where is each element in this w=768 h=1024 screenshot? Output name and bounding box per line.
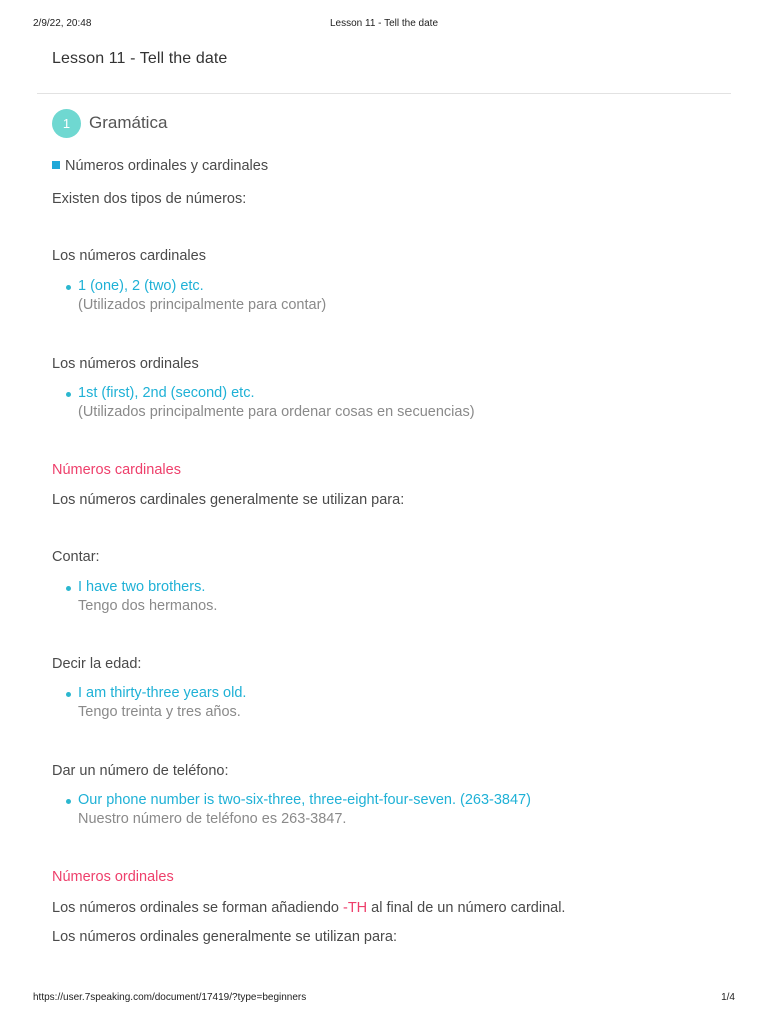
ordinales-formation xyxy=(52,900,565,916)
example-spanish: (Utilizados principalmente para contar) xyxy=(78,297,327,313)
section-number-badge: 1 xyxy=(52,109,81,138)
print-footer xyxy=(0,992,768,1006)
bullet-dot-icon xyxy=(66,285,71,290)
square-bullet-icon xyxy=(52,161,60,169)
use-label: Contar: xyxy=(52,549,100,565)
use-label: Dar un número de teléfono: xyxy=(52,763,229,779)
subheading xyxy=(52,158,268,174)
bullet-dot-icon xyxy=(66,799,71,804)
formation-highlight: -TH xyxy=(342,900,368,916)
intro-text: Existen dos tipos de números: xyxy=(52,191,247,207)
example-english: I am thirty-three years old. xyxy=(78,685,247,701)
section-title: Gramática xyxy=(89,113,168,132)
bullet-dot-icon xyxy=(66,586,71,591)
ordinales-label: Los números ordinales xyxy=(52,356,199,372)
subheading-text: Números ordinales y cardinales xyxy=(65,158,269,174)
cardinales-heading: Números cardinales xyxy=(52,462,181,478)
example-spanish: Nuestro número de teléfono es 263-3847. xyxy=(78,811,347,827)
print-url: https://user.7speaking.com/document/17419/?type=beginners xyxy=(33,992,307,1003)
example-spanish: Tengo treinta y tres años. xyxy=(78,704,241,720)
formation-text-after: al final de un número cardinal. xyxy=(367,900,566,916)
example-english: 1st (first), 2nd (second) etc. xyxy=(78,385,255,401)
lesson-title: Lesson 11 - Tell the date xyxy=(52,50,228,67)
print-doc-title: Lesson 11 - Tell the date xyxy=(329,18,439,29)
cardinales-usage: Los números cardinales generalmente se utilizan para: xyxy=(52,492,405,508)
example-english: Our phone number is two-six-three, three-eight-four-seven. (263-3847) xyxy=(78,792,531,808)
bullet-dot-icon xyxy=(66,392,71,397)
cardinales-label: Los números cardinales xyxy=(52,248,206,264)
print-datetime: 2/9/22, 20:48 xyxy=(33,18,92,29)
ordinales-usage: Los números ordinales generalmente se utilizan para: xyxy=(52,929,397,945)
example-spanish: Tengo dos hermanos. xyxy=(78,598,218,614)
example-english: I have two brothers. xyxy=(78,579,206,595)
example-english: 1 (one), 2 (two) etc. xyxy=(78,278,204,294)
print-page-number: 1/4 xyxy=(721,992,735,1003)
use-label: Decir la edad: xyxy=(52,656,142,672)
print-header xyxy=(0,18,768,32)
example-spanish: (Utilizados principalmente para ordenar cosas en secuencias) xyxy=(78,404,475,420)
bullet-dot-icon xyxy=(66,692,71,697)
formation-text-before: Los números ordinales se forman añadiendo xyxy=(52,900,343,916)
ordinales-heading: Números ordinales xyxy=(52,869,174,885)
divider xyxy=(37,93,731,94)
